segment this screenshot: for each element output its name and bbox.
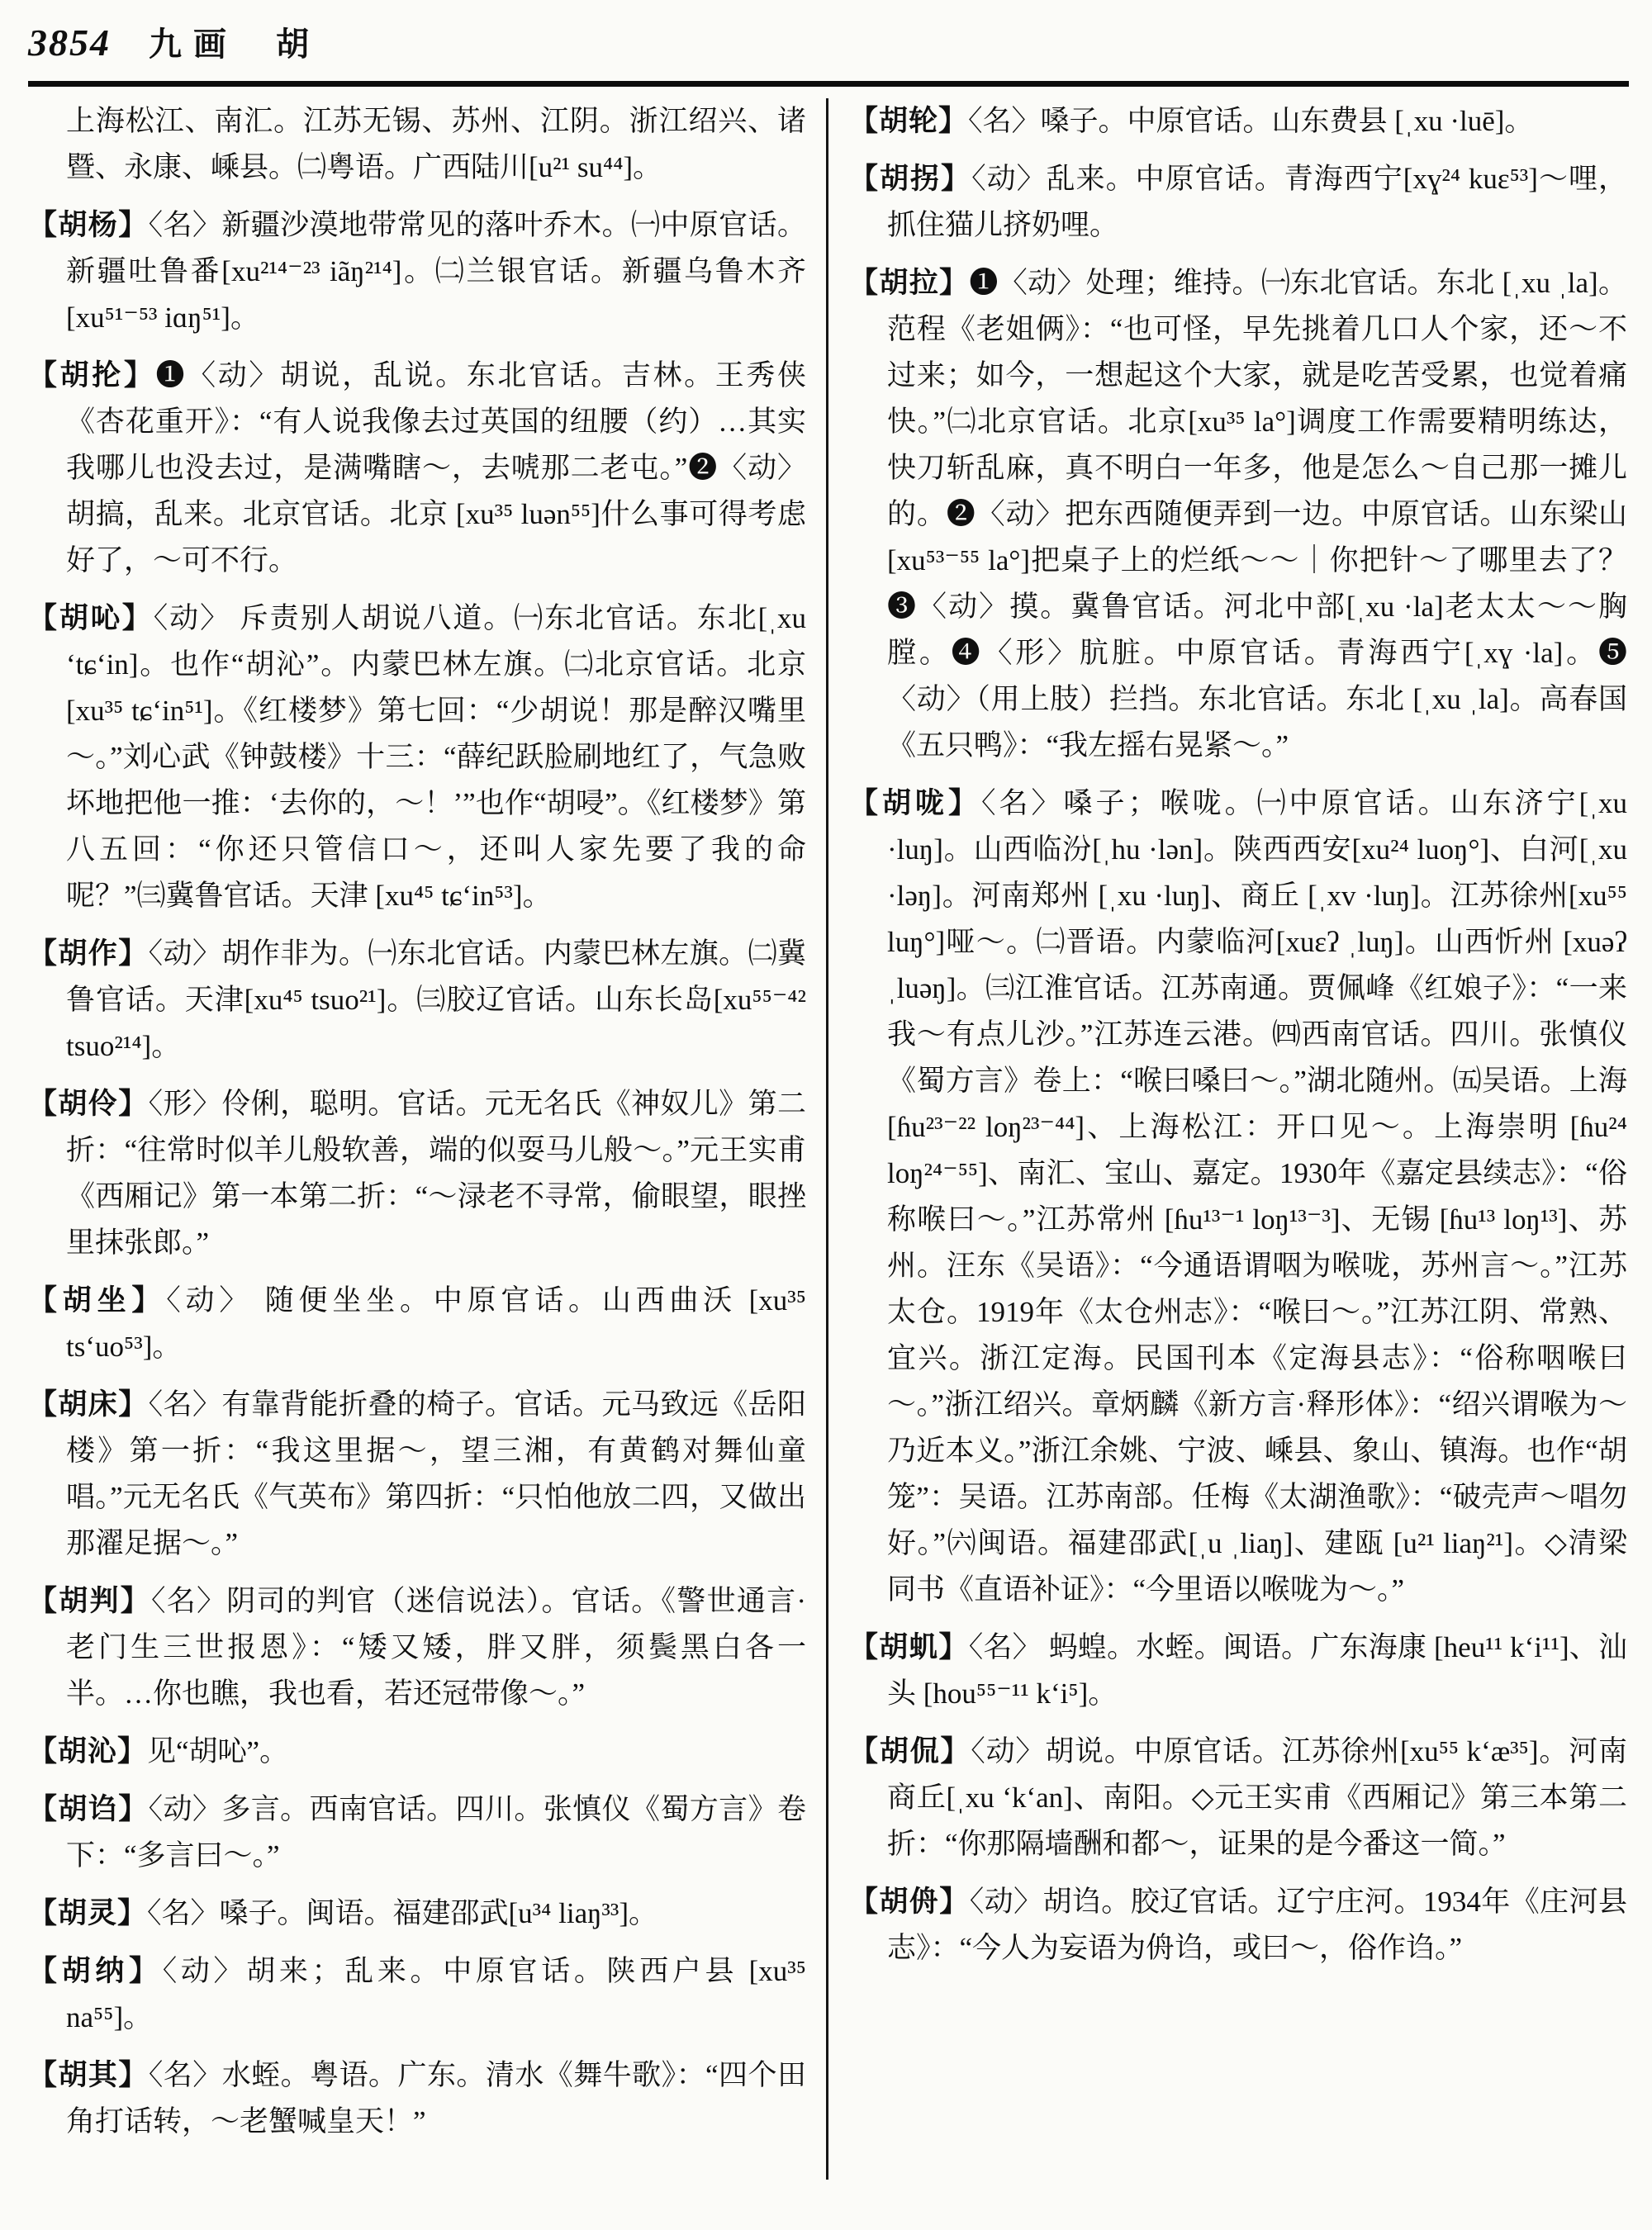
dictionary-entry <box>28 1578 806 1717</box>
entry-body: 见“胡吣”。 <box>147 1735 289 1767</box>
head-character: 胡 <box>276 26 320 63</box>
entry-headword: 【胡作】 <box>28 937 149 970</box>
right-column <box>849 98 1627 2156</box>
entry-headword: 【胡沁】 <box>28 1735 148 1767</box>
dictionary-entry <box>849 1625 1627 1717</box>
entry-headword: 【胡虮】 <box>849 1631 969 1663</box>
entry-body: 〈名〉嗓子。中原官话。山东费县 [ˌxu ·luē]。 <box>968 105 1534 137</box>
entry-headword: 【胡侜】 <box>849 1886 970 1918</box>
dictionary-entry <box>849 780 1627 1613</box>
page-header <box>28 18 1629 69</box>
left-entry-list <box>28 202 806 2145</box>
entry-headword: 【胡其】 <box>28 2059 149 2091</box>
continuation-paragraph: 上海松江、南汇。江苏无锡、苏州、江阴。浙江绍兴、诸暨、永康、嵊县。㈡粤语。广西陆川[u²¹ su⁴⁴]。 <box>66 105 806 183</box>
dictionary-entry <box>849 156 1627 249</box>
dictionary-entry <box>849 1729 1627 1867</box>
entry-body: ❶〈动〉处理；维持。㈠东北官话。东北 [ˌxu ˌla]。范程《老姐俩》：“也可怪，早先挑着几口人个家，还～不过来；如今，一想起这个大家，就是吃苦受累，也觉着痛快。”㈡北京官话。北京[xu³⁵ la°]调度工作需要精明练达，快刀斩乱麻，真不明白一年多，他是怎么～自己那一摊儿的。❷〈动〉把东西随便弄到一边。中原官话。山东梁山[xu⁵³⁻⁵⁵ la°]把桌子上的烂纸～～｜你把针～了哪里去了？❸〈动〉摸。冀鲁官话。河北中部[ˌxu ·la]老太太～～胸膛。❹〈形〉肮脏。中原官话。青海西宁[ˌxɣ ·la]。❺〈动〉（用上肢）拦挡。东北官话。东北 [ˌxu ˌla]。高春国《五只鸭》：“我左摇右晃紧～。” <box>887 267 1627 762</box>
entry-headword: 【胡咙】 <box>849 787 982 819</box>
entry-headword: 【胡判】 <box>28 1585 152 1617</box>
entry-headword: 【胡坐】 <box>28 1284 167 1317</box>
dictionary-entry <box>28 1278 806 1370</box>
entry-headword: 【胡吣】 <box>28 602 154 634</box>
entry-body: 〈名〉新疆沙漠地带常见的落叶乔木。㈠中原官话。新疆吐鲁番[xu²¹⁴⁻²³ iãŋ²¹⁴]。㈡兰银官话。新疆乌鲁木齐[xu⁵¹⁻⁵³ iɑŋ⁵¹]。 <box>66 209 806 334</box>
entry-body: 〈动〉 随便坐坐。中原官话。山西曲沃 [xu³⁵ tsʻuo⁵³]。 <box>66 1284 806 1363</box>
entry-headword: 【胡轮】 <box>849 105 969 137</box>
entry-body: 〈名〉嗓子。闽语。福建邵武[u³⁴ liaŋ³³]。 <box>147 1897 658 1929</box>
entry-headword: 【胡拐】 <box>849 163 972 195</box>
dictionary-entry <box>28 1382 806 1567</box>
entry-body: 〈形〉伶俐，聪明。官话。元无名氏《神奴儿》第二折：“往常时似羊儿般软善，端的似耍马儿般～。”元王实甫《西厢记》第一本第二折：“～渌老不寻常，偷眼望，眼挫里抹张郎。” <box>66 1088 806 1259</box>
stroke-section-label: 九画 <box>149 26 238 63</box>
entry-body: ❶〈动〉胡说，乱说。东北官话。吉林。王秀侠《杏花重开》：“有人说我像去过英国的纽腰（约）…其实我哪儿也没去过，是满嘴瞎～，去唬那二老屯。”❷〈动〉胡搞，乱来。北京官话。北京 [xu³⁵ luən⁵⁵]什么事可得考虑好了，～可不行。 <box>66 359 806 576</box>
two-column-text <box>28 98 1629 2156</box>
dictionary-entry <box>849 1879 1627 1971</box>
entry-headword: 【胡诌】 <box>28 1793 149 1825</box>
entry-body: 〈名〉水蛭。粤语。广东。清水《舞牛歌》：“四个田角打话转，～老蟹喊皇天！” <box>66 2059 806 2137</box>
page-number: 3854 <box>28 21 111 64</box>
dictionary-entry <box>28 1786 806 1879</box>
entry-headword: 【胡拉】 <box>849 267 970 299</box>
right-entry-list <box>849 98 1627 1971</box>
entry-body: 〈名〉嗓子；喉咙。㈠中原官话。山东济宁[ˌxu ·luŋ]。山西临汾[ˌhu ·lən]。陕西西安[xu²⁴ luoŋ°]、白河[ˌxu ·ləŋ]。河南郑州 [ˌxu ·luŋ]、商丘 [ˌxv ·luŋ]。江苏徐州[xu⁵⁵ luŋ°]哑～。㈡晋语。内蒙临河[xuɛʔ ˌluŋ]。山西忻州 [xuəʔ ˌluəŋ]。㈢江淮官话。江苏南通。贾佩峰《红娘子》：“一来我～有点儿沙。”江苏连云港。㈣西南官话。四川。张慎仪《蜀方言》卷上：“喉曰嗓曰～。”湖北随州。㈤吴语。上海 [ɦu²³⁻²² loŋ²³⁻⁴⁴]、上海松江：开口见～。上海崇明 [ɦu²⁴ loŋ²⁴⁻⁵⁵]、南汇、宝山、嘉定。1930年《嘉定县续志》：“俗称喉曰～。”江苏常州 [ɦu¹³⁻¹ loŋ¹³⁻³]、无锡 [ɦu¹³ loŋ¹³]、苏州。汪东《吴语》：“今通语谓咽为喉咙，苏州言～。”江苏太仓。1919年《太仓州志》：“喉曰～。”江苏江阴、常熟、宜兴。浙江定海。民国刊本《定海县志》：“俗称咽喉曰～。”浙江绍兴。章炳麟《新方言·释形体》：“绍兴谓喉为～乃近本义。”浙江余姚、宁波、嵊县、象山、镇海。也作“胡笼”：吴语。江苏南部。任梅《太湖渔歌》：“破壳声～唱勿好。”㈥闽语。福建邵武[ˌu ˌliaŋ]、建瓯 [u²¹ liaŋ²¹]。◇清梁同书《直语补证》：“今里语以喉咙为～。” <box>887 787 1627 1606</box>
dictionary-entry <box>28 2052 806 2145</box>
entry-body: 〈动〉胡作非为。㈠东北官话。内蒙巴林左旗。㈡冀鲁官话。天津[xu⁴⁵ tsuo²¹]。㈢胶辽官话。山东长岛[xu⁵⁵⁻⁴² tsuo²¹⁴]。 <box>66 937 806 1062</box>
header-rule <box>28 81 1629 87</box>
dictionary-entry <box>28 595 806 919</box>
dictionary-entry <box>28 353 806 584</box>
dictionary-entry <box>849 98 1627 145</box>
entry-headword: 【胡侃】 <box>849 1735 971 1767</box>
entry-headword: 【胡纳】 <box>28 1955 163 1987</box>
dictionary-entry <box>28 1729 806 1775</box>
entry-body: 〈动〉胡来；乱来。中原官话。陕西户县 [xu³⁵ na⁵⁵]。 <box>66 1955 806 2033</box>
entry-body: 〈动〉多言。西南官话。四川。张慎仪《蜀方言》卷下：“多言曰～。” <box>66 1793 806 1872</box>
entry-body: 〈名〉有靠背能折叠的椅子。官话。元马致远《岳阳楼》第一折：“我这里据～，望三湘，有黄鹤对舞仙童唱。”元无名氏《气英布》第四折：“只怕他放二四，又做出那濯足据～。” <box>66 1388 806 1559</box>
dictionary-entry <box>28 931 806 1070</box>
left-column <box>28 98 806 2156</box>
entry-body: 〈动〉胡诌。胶辽官话。辽宁庄河。1934年《庄河县志》：“今人为妄语为侜诌，或曰～，俗作诌。” <box>887 1886 1627 1964</box>
dictionary-entry <box>28 202 806 341</box>
dictionary-entry <box>28 1891 806 1937</box>
column-gap <box>806 98 849 2156</box>
dictionary-entry <box>28 1081 806 1266</box>
entry-body: 〈动〉 斥责别人胡说八道。㈠东北官话。东北[ˌxu ʻtɕʻin]。也作“胡沁”。内蒙巴林左旗。㈡北京官话。北京[xu³⁵ tɕʻin⁵¹]。《红楼梦》第七回：“少胡说！那是醉汉嘴里～。”刘心武《钟鼓楼》十三：“薛纪跃脸刷地红了，气急败坏地把他一推：‘去你的，～！’”也作“胡唚”。《红楼梦》第八五回：“你还只管信口～，还叫人家先要了我的命呢？”㈢冀鲁官话。天津 [xu⁴⁵ tɕʻin⁵³]。 <box>66 602 806 912</box>
entry-headword: 【胡杨】 <box>28 209 149 241</box>
column-divider-rule <box>826 98 828 2180</box>
entry-body: 〈动〉乱来。中原官话。青海西宁[xɣ²⁴ kuɛ⁵³]～哩，抓住猫儿挤奶哩。 <box>887 163 1627 241</box>
entry-headword: 【胡灵】 <box>28 1897 148 1929</box>
entry-body: 〈名〉阴司的判官（迷信说法）。官话。《警世通言·老门生三世报恩》：“矮又矮，胖又胖，须鬓黑白各一半。…你也瞧，我也看，若还冠带像～。” <box>66 1585 806 1710</box>
entry-body: 〈动〉胡说。中原官话。江苏徐州[xu⁵⁵ kʻæ³⁵]。河南商丘[ˌxu ʻkʻan]、南阳。◇元王实甫《西厢记》第三本第二折：“你那隔墙酬和都～，证果的是今番这一简。” <box>887 1735 1627 1860</box>
entry-body: 〈名〉 蚂蝗。水蛭。闽语。广东海康 [heu¹¹ kʻi¹¹]、汕头 [hou⁵⁵⁻¹¹ kʻi⁵]。 <box>887 1631 1627 1710</box>
entry-headword: 【胡床】 <box>28 1388 149 1421</box>
entry-headword: 【胡抡】 <box>28 359 156 391</box>
dictionary-entry <box>849 260 1627 769</box>
entry-headword: 【胡伶】 <box>28 1088 149 1120</box>
dictionary-entry <box>28 1948 806 2041</box>
